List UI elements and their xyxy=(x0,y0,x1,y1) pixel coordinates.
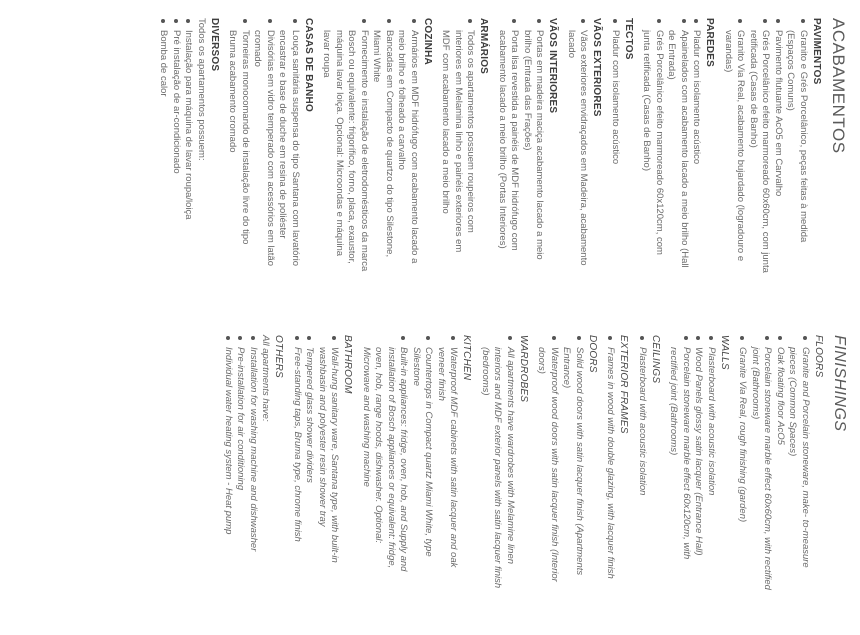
list-item: Porcelain stoneware marble effect 60x120cm, with rectified joint (Bathrooms) xyxy=(667,335,692,590)
pt-section-wardrobes xyxy=(439,18,490,273)
en-section-wardrobes xyxy=(479,335,530,590)
list-item: Vãos exteriores envidraçados em Madeira, acabamento lacado xyxy=(565,18,590,273)
pt-section-walls xyxy=(640,18,716,273)
section-title: FLOORS xyxy=(813,335,824,378)
section-title: DOORS xyxy=(587,335,598,373)
en-section-walls xyxy=(667,335,730,590)
list-item: Todos os apartamentos possuem roupeiros com interiores em Melamina linho e painéis exteriores em MDF com acabamento lacado a meio brilho xyxy=(439,18,477,273)
en-section-doors xyxy=(535,335,598,590)
list-item: Louça sanitária suspensa do tipo Santana com lavatório encastrar e base de duche em resina de poliéster xyxy=(276,18,301,273)
en-section-floors xyxy=(736,335,824,590)
section-title: EXTERIOR FRAMES xyxy=(618,335,630,434)
list-item: Installation for washing machine and dishwasher xyxy=(247,335,260,590)
pt-section-bathroom xyxy=(226,18,314,273)
list-item: Granito e Grés Porcelânico, peças feitas à medida (Espaços Comuns) xyxy=(784,18,809,273)
list-item: Porcelain stoneware marble effect 60x60cm, with rectified joint (Bathrooms) xyxy=(749,335,774,590)
section-title: OTHERS xyxy=(273,335,285,378)
section-intro: All apartments have: xyxy=(260,335,272,422)
list-item: Wood Panels glossy satin lacquer (Entrance Hall) xyxy=(692,335,705,590)
list-item: Frames in wood with double glazing, with lacquer finish xyxy=(604,335,617,590)
section-intro: Todos os apartamentos possuem: xyxy=(196,18,207,161)
section-title: BATHROOM xyxy=(342,335,354,394)
list-item: Pré instalação de ar-condicionado xyxy=(170,18,183,273)
pt-section-ceilings xyxy=(609,18,635,273)
section-title: DIVERSOS xyxy=(209,18,220,72)
list-item: Free-standing taps, Bruma type, chrome finish xyxy=(291,335,304,590)
section-title: CASAS DE BANHO xyxy=(303,18,314,112)
list-item: Tempered glass shower dividers xyxy=(303,335,316,590)
list-item: Granite Via Real, rough finishing (garden) xyxy=(736,335,749,590)
list-item: Built-in appliances: fridge, oven, hob, and Supply and installation of Bosch appliances or equivalent: fridge, oven, hob, range hoods, dishwasher. Optional: Microwave and washing machine xyxy=(360,335,410,590)
en-section-kitchen xyxy=(360,335,473,590)
section-title: TECTOS xyxy=(623,18,634,60)
list-item: Solid wood doors with satin lacquer finish (Apartments Entrance) xyxy=(560,335,585,590)
pt-column xyxy=(8,18,848,308)
pt-section-floors xyxy=(722,18,823,273)
en-title: FINISHINGS xyxy=(831,335,848,432)
list-item: Oak floating floor AcO5 xyxy=(774,335,787,590)
section-title: PAVIMENTOS xyxy=(811,18,822,85)
section-title: WALLS xyxy=(719,335,730,370)
list-item: Countertops in Compact quartz Miami White, type Silestone xyxy=(410,335,435,590)
list-item: Grés Porcelânico efeito marmoreado 60x60cm, com junta retificada (Casas de Banho) xyxy=(747,18,772,273)
en-section-bathroom xyxy=(291,335,354,590)
list-item: Wall-hung sanitary ware, Santana type, with built-in washbasin and polyester resin shower tray xyxy=(316,335,341,590)
list-item: Bomba de calor xyxy=(157,18,170,273)
en-section-exterior-frames xyxy=(604,335,630,590)
list-item: Pladur com isolamento acústico xyxy=(690,18,703,273)
list-item: Pavimento flutuante AcO5 em Carvalho xyxy=(772,18,785,273)
section-title: COZINHA xyxy=(422,18,433,65)
list-item: Bancadas em Compacto de quartzo do tipo Silestone, Miami White xyxy=(370,18,395,273)
en-column xyxy=(8,335,848,625)
list-item: All apartments have wardrobes with Melamine linen interiors and MDF exterior panels with satin lacquer finish (bedrooms) xyxy=(479,335,517,590)
pt-section-kitchen xyxy=(320,18,433,273)
section-title: ARMÁRIOS xyxy=(478,18,490,75)
list-item: Granite and Porcelain stoneware, make- to-measure pieces (Common Spaces) xyxy=(786,335,811,590)
list-item: Granito Via Real, acabamento bujardado (logradouro e varandas) xyxy=(722,18,747,273)
list-item: Portas em madeira maciça acabamento lacado a meio brilho (Entrada das Frações) xyxy=(521,18,546,273)
list-item: Instalação para máquina de lavar roupa/loiça xyxy=(182,18,195,273)
list-item: Fornecimento e instalação de eletrodomésticos da marca Bosch ou equivalente: frigorífico, forno, placa, exaustor, máquina lavar loiça. Opcional: Microondas e máquina lavar roupa xyxy=(320,18,370,273)
section-title: CEILINGS xyxy=(650,335,661,384)
list-item: Porta lisa revestida a painéis de MDF hidrófugo com acabamento lacado a meio brilho (Portas Interiores) xyxy=(496,18,521,273)
section-title: VÃOS INTERIORES xyxy=(547,18,559,114)
section-title: VÃOS EXTERIORES xyxy=(591,18,603,117)
pt-section-doors xyxy=(496,18,559,273)
list-item: Waterproof wood doors with satin lacquer finish (Interior doors) xyxy=(535,335,560,590)
en-section-ceilings xyxy=(636,335,662,590)
list-item: Waterproof MDF cabinets with satin lacquer and oak veneer finish xyxy=(435,335,460,590)
list-item: Grés Porcelânico efeito marmoreado 60x120cm, com junta retificada (Casas de Banho) xyxy=(640,18,665,273)
list-item: Divisórias em vidro temperado com acessórios em latão cromado xyxy=(251,18,276,273)
list-item: Plasterboard with acoustic isolation xyxy=(636,335,649,590)
list-item: Plasterboard with acoustic isolation xyxy=(705,335,718,590)
pt-title: ACABAMENTOS xyxy=(829,18,848,154)
section-title: KITCHEN xyxy=(461,335,473,381)
en-section-others xyxy=(222,335,285,590)
list-item: Pladur com isolamento acústico xyxy=(609,18,622,273)
list-item: Torneiras monocomando de instalação livre do tipo Bruma acabamento cromado xyxy=(226,18,251,273)
section-title: WARDROBES xyxy=(518,335,529,403)
list-item: Pre-installation for air conditioning xyxy=(234,335,247,590)
pt-section-exterior-frames xyxy=(565,18,603,273)
section-title: PAREDES xyxy=(704,18,716,68)
pt-section-others xyxy=(157,18,220,273)
list-item: Apainelados com acabamento lacado a meio brilho (Hall de Entrada) xyxy=(665,18,690,273)
list-item: Armários em MDF hidrófugo com acabamento lacado a meio brilho e folheado a carvalho xyxy=(395,18,420,273)
list-item: Individual water heating system - Heat pump xyxy=(222,335,235,590)
